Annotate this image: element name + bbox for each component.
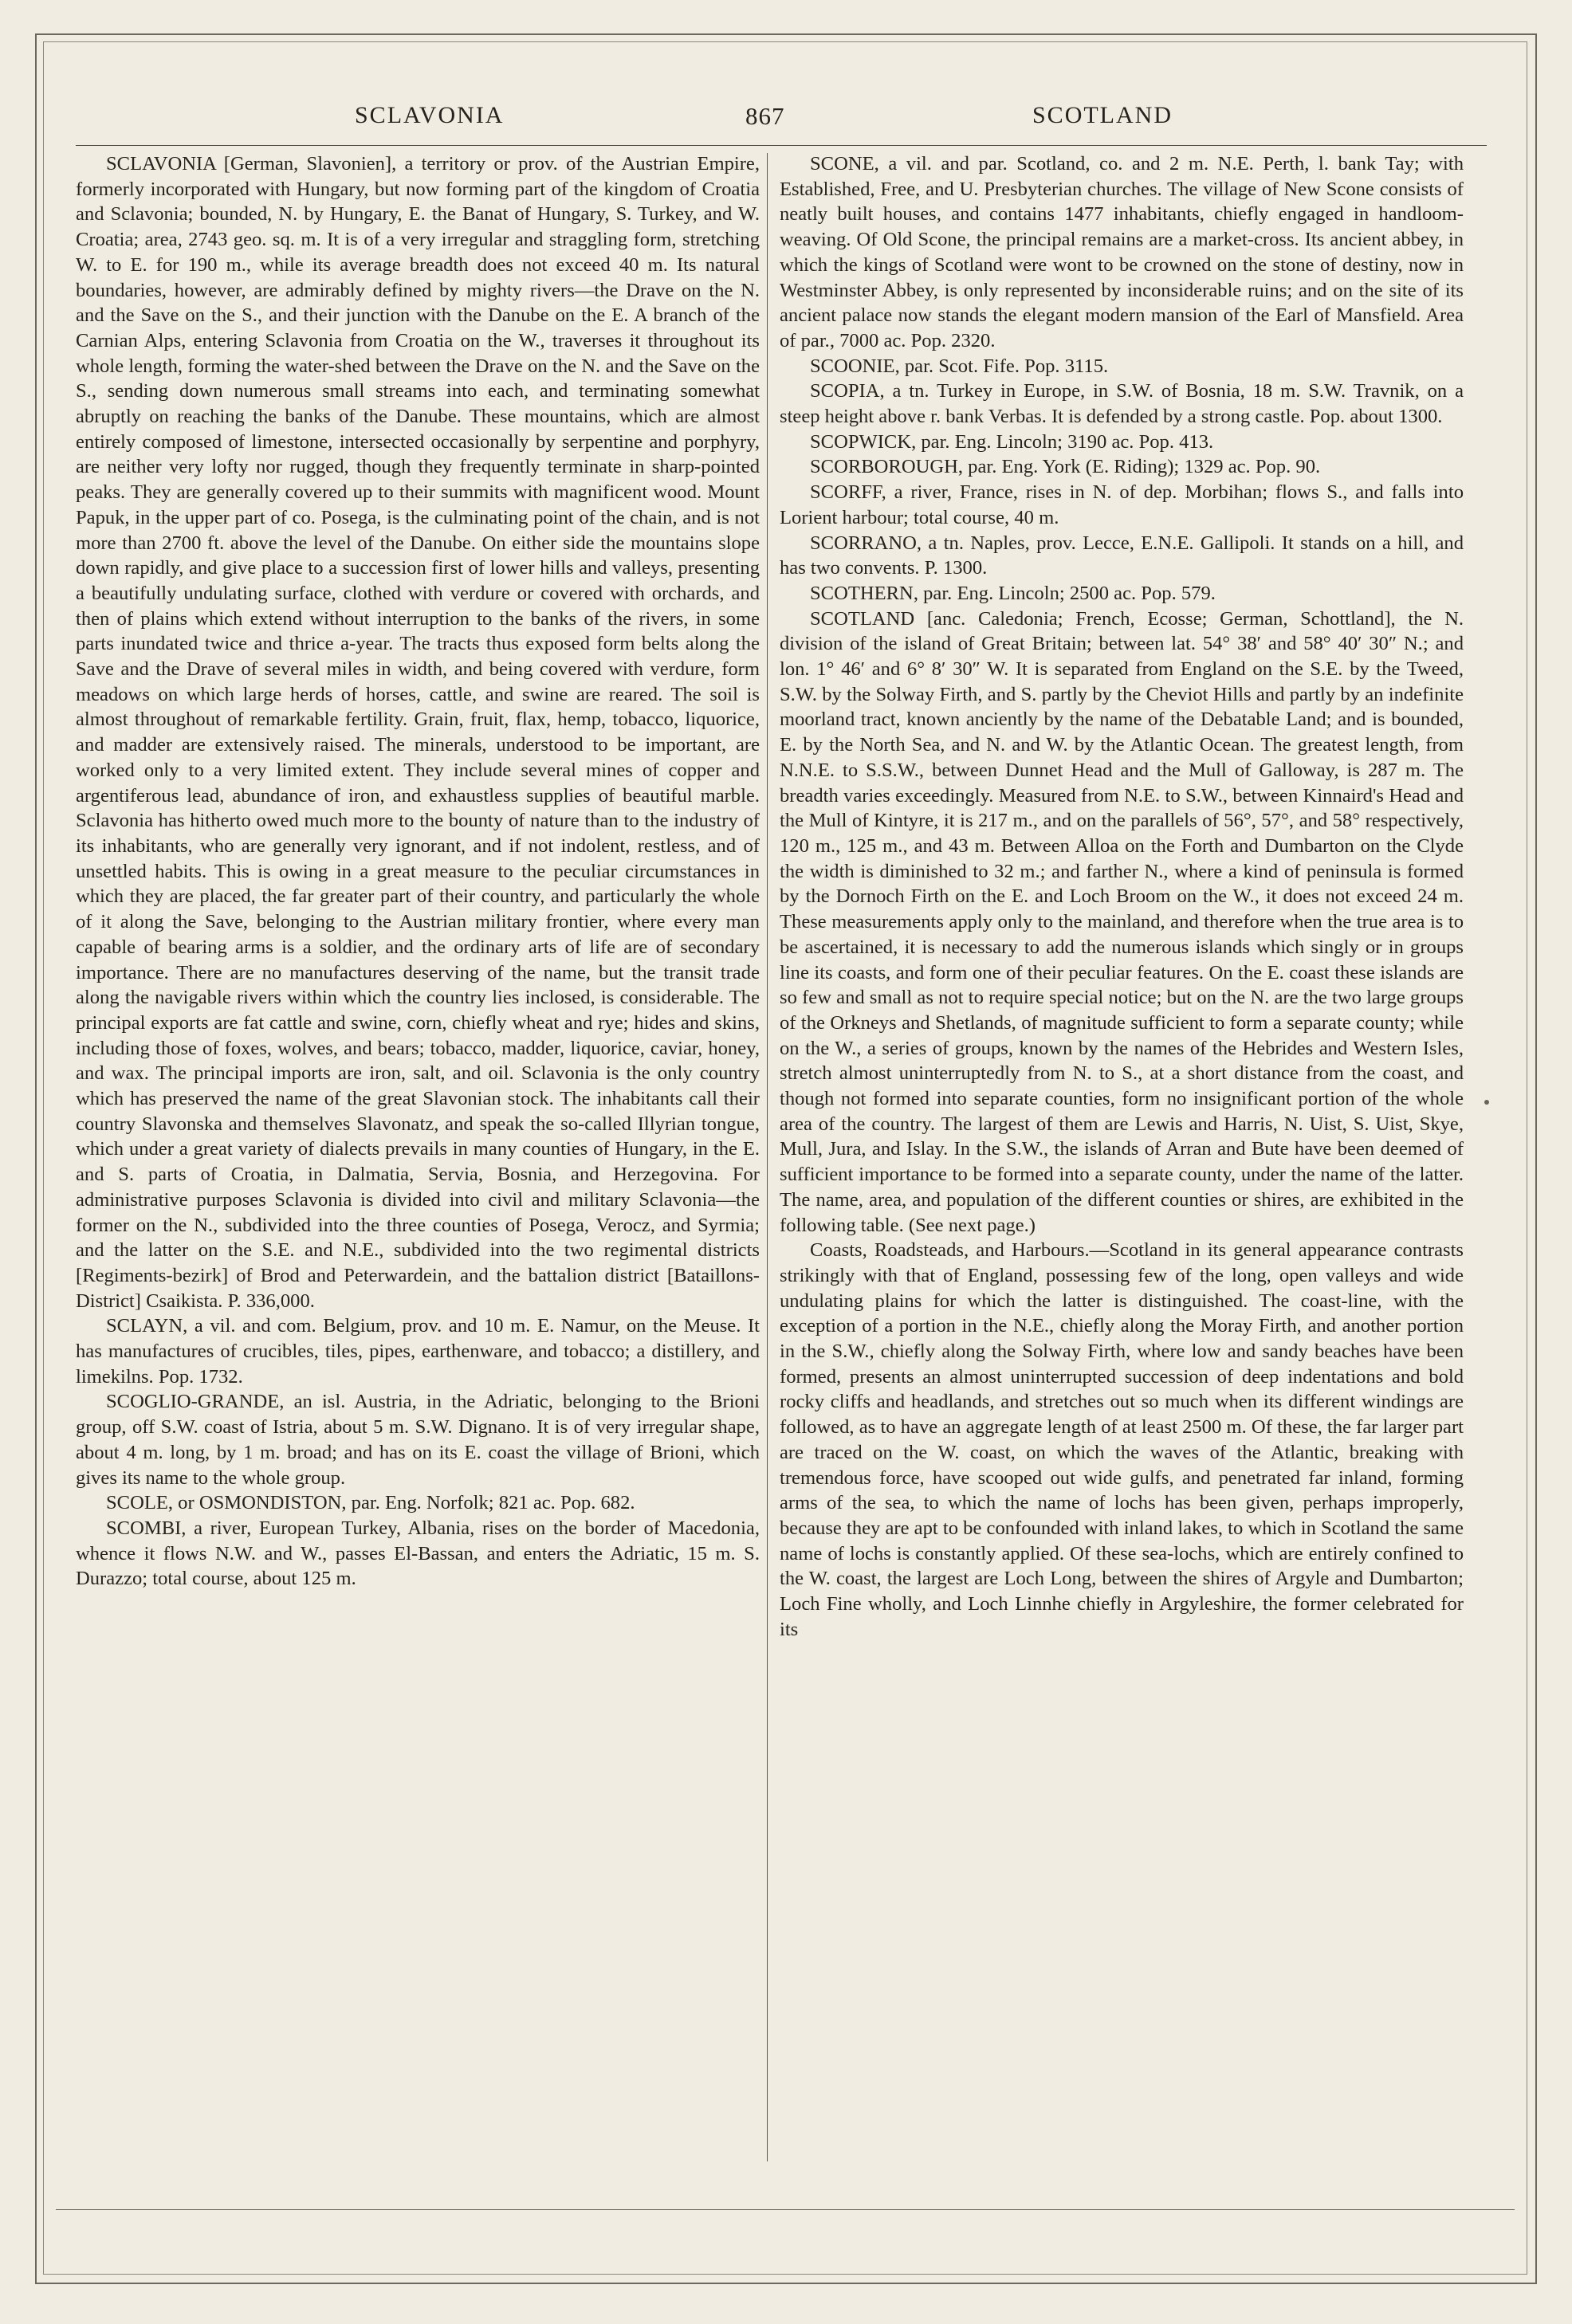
entry-scopwick: SCOPWICK, par. Eng. Lincoln; 3190 ac. Pop. 413.	[810, 430, 1214, 453]
entry-scombi: SCOMBI, a river, European Turkey, Albania, rises on the border of Macedonia, whence it flows N.W. and W., passes El-Bassan, and enters the Adriatic, 15 m. S. Durazzo; total course, about 125 m.	[76, 1517, 760, 1590]
running-head	[76, 102, 1487, 140]
footer-rule	[56, 2209, 1515, 2210]
entry-scone: SCONE, a vil. and par. Scotland, co. and 2 m. N.E. Perth, l. bank Tay; with Established, Free, and U. Presbyterian churches. The village of New Scone consists of neatly built houses, and contains 1477 inhabitants, chiefly engaged in handloom-weaving. Of Old Scone, the principal remains are a market-cross. Its ancient abbey, in which the kings of Scotland were wont to be crowned on the stone of destiny, now in Westminster Abbey, is only represented by inconsiderable ruins; and on the site of its ancient palace now stands the elegant modern mansion of the Earl of Mansfield. Area of par., 7000 ac. Pop. 2320.	[780, 153, 1464, 351]
running-head-right: SCOTLAND	[1032, 102, 1173, 128]
entry-sclavonia: SCLAVONIA [German, Slavonien], a territory or prov. of the Austrian Empire, formerly incorporated with Hungary, but now forming part of the kingdom of Croatia and Sclavonia; bounded, N. by Hungary, E. the Banat of Hungary, S. Turkey, and W. Croatia; area, 2743 geo. sq. m. It is of a very irregular and straggling form, stretching W. to E. for 190 m., while its average breadth does not exceed 40 m. Its natural boundaries, however, are admirably defined by mighty rivers—the Drave on the N. and the Save on the S., and their junction with the Danube on the E. A branch of the Carnian Alps, entering Sclavonia from Croatia on the W., traverses it throughout its whole length, forming the water-shed between the Drave on the N. and the Save on the S., sending down numerous small streams into each, and terminating somewhat abruptly on reaching the banks of the Danube. These mountains, which are almost entirely composed of limestone, intersected occasionally by serpentine and porphyry, are neither very lofty nor rugged, though they frequently terminate in sharp-pointed peaks. They are generally covered up to their summits with magnificent wood. Mount Papuk, in the upper part of co. Posega, is the culminating point of the chain, and is not more than 2700 ft. above the level of the Danube. On either side the mountains slope down rapidly, and give place to a succession first of lower hills and valleys, presenting a beautifully undulating surface, clothed with verdure or covered with orchards, and then of plains which extend without interruption to the banks of the rivers, in some parts inundated twice and thrice a-year. The tracts thus exposed form belts along the Save and the Drave of several miles in width, and being covered with verdure, form meadows on which large herds of horses, cattle, and swine are reared. The soil is almost throughout of remarkable fertility. Grain, fruit, flax, hemp, tobacco, liquorice, and madder are extensively raised. The minerals, understood to be important, are worked only to a very limited extent. They include several mines of copper and argentiferous lead, abundance of iron, and exhaustless supplies of beautiful marble. Sclavonia has hitherto owed much more to the bounty of nature than to the industry of its inhabitants, who are generally very ignorant, and if not indolent, restless, and of unsettled habits. This is owing in a great measure to the peculiar circumstances in which they are placed, the far greater part of their country, and particularly the whole of it along the Save, belonging to the Austrian military frontier, where every man capable of bearing arms is a soldier, and the ordinary arts of life are of secondary importance. There are no manufactures deserving of the name, but the transit trade along the navigable rivers within which the country lies inclosed, is considerable. The principal exports are fat cattle and swine, corn, chiefly wheat and rye; hides and skins, including those of foxes, wolves, and bears; tobacco, madder, liquorice, caviar, honey, and wax. The principal imports are iron, salt, and oil. Sclavonia is the only country which has preserved the name of the great Slavonian stock. The inhabitants call their country Slavonska and themselves Slavonatz, and speak the so-called Illyrian tongue, which under a great variety of dialects prevails in many counties of Hungary, in the E. and S. parts of Croatia, in Dalmatia, Servia, Bosnia, and Herzegovina. For administrative purposes Sclavonia is divided into civil and military Sclavonia—the former on the N., subdivided into the three counties of Posega, Verocz, and Syrmia; and the latter on the S.E. and N.E., subdivided into the two regimental districts [Regiments-bezirk] of Brod and Peterwardein, and the battalion district [Bataillons-District] Csaikista. P. 336,000.	[76, 153, 760, 1312]
column-divider	[767, 153, 768, 2161]
header-rule	[76, 145, 1487, 146]
section-coasts-roadsteads-harbours: Coasts, Roadsteads, and Harbours.—Scotland in its general appearance contrasts strikingly with that of England, possessing few of the long, open valleys and wide undulating plains for which the latter is distinguished. The coast-line, with the exception of a portion in the N.E., chiefly along the Moray Firth, and another portion in the S.W., chiefly along the Solway Firth, where low and sandy beaches have been formed, presents an almost uninterrupted succession of deep indentations and bold rocky cliffs and headlands, and stretches out so much when its different windings are followed, as to have an aggregate length of at least 2500 m. Of these, the far larger part are traced on the W. coast, on which the waves of the Atlantic, breaking with tremendous force, have scooped out wide gulfs, and penetrated far inland, forming arms of the sea, to which the name of lochs has been given, perhaps improperly, because they are apt to be confounded with inland lakes, to which in Scotland the same name of lochs is constantly applied. Of these sea-lochs, which are entirely confined to the W. coast, the largest are Loch Long, between the shires of Argyle and Dumbarton; Loch Fine wholly, and Loch Linnhe chiefly in Argyleshire, the former celebrated for its	[780, 1239, 1464, 1640]
entry-scorff: SCORFF, a river, France, rises in N. of dep. Morbihan; flows S., and falls into Lorient harbour; total course, 40 m.	[780, 481, 1464, 528]
entry-scopia: SCOPIA, a tn. Turkey in Europe, in S.W. of Bosnia, 18 m. S.W. Travnik, on a steep height above r. bank Verbas. It is defended by a strong castle. Pop. about 1300.	[780, 380, 1464, 428]
left-column	[76, 151, 760, 1592]
entry-scorrano: SCORRANO, a tn. Naples, prov. Lecce, E.N.E. Gallipoli. It stands on a hill, and has two convents. P. 1300.	[780, 532, 1464, 579]
entry-scotland: SCOTLAND [anc. Caledonia; French, Ecosse; German, Schottland], the N. division of the island of Great Britain; between lat. 54° 38′ and 58° 40′ 30″ N.; and lon. 1° 46′ and 6° 8′ 30″ W. It is separated from England on the S.E. by the Tweed, S.W. by the Solway Firth, and S. partly by the Cheviot Hills and partly by an indefinite moorland tract, known anciently by the name of the Debatable Land; and is bounded, E. by the North Sea, and N. and W. by the Atlantic Ocean. The greatest length, from N.N.E. to S.S.W., between Dunnet Head and the Mull of Galloway, is 287 m. The breadth varies exceedingly. Measured from N.E. to S.W., between Kinnaird's Head and the Mull of Kintyre, it is 217 m., and on the parallels of 56°, 57°, and 58° respectively, 120 m., 125 m., and 43 m. Between Alloa on the Forth and Dumbarton on the Clyde the width is diminished to 32 m.; and farther N., where a kind of peninsula is formed by the Dornoch Firth on the E. and Loch Broom on the W., it does not exceed 24 m. These measurements apply only to the mainland, and therefore when the true area is to be ascertained, it is necessary to add the numerous islands which singly or in groups line its coasts, and form one of their peculiar features. On the E. coast these islands are so few and small as not to require special notice; but on the N. are the two large groups of the Orkneys and Shetlands, of magnitude sufficient to form a separate county; while on the W., a series of groups, known by the names of the Hebrides and Western Isles, stretch almost uninterruptedly from N. to S., at a short distance from the coast, and though not formed into separate counties, form no insignificant portion of the whole area of the country. The largest of them are Lewis and Harris, N. Uist, S. Uist, Skye, Mull, Jura, and Islay. In the S.W., the islands of Arran and Bute have been deemed of sufficient importance to be formed into a separate county, under the name of the latter. The name, area, and population of the different counties or shires, are exhibited in the following table. (See next page.)	[780, 607, 1464, 1236]
page-number: 867	[745, 102, 785, 130]
entry-scothern: SCOTHERN, par. Eng. Lincoln; 2500 ac. Pop. 579.	[810, 582, 1216, 604]
right-column	[780, 151, 1464, 1642]
entry-scorborough: SCORBOROUGH, par. Eng. York (E. Riding); 1329 ac. Pop. 90.	[810, 456, 1321, 478]
entry-scoonie: SCOONIE, par. Scot. Fife. Pop. 3115.	[810, 355, 1109, 377]
margin-mark	[1484, 1100, 1489, 1105]
entry-scoglio-grande: SCOGLIO-GRANDE, an isl. Austria, in the Adriatic, belonging to the Brioni group, off S.W. coast of Istria, about 5 m. S.W. Dignano. It is of very irregular shape, about 4 m. long, by 1 m. broad; and has on its E. coast the village of Brioni, which gives its name to the whole group.	[76, 1391, 760, 1489]
entry-sclayn: SCLAYN, a vil. and com. Belgium, prov. and 10 m. E. Namur, on the Meuse. It has manufactures of crucibles, tiles, pipes, earthenware, and tobacco; a distillery, and limekilns. Pop. 1732.	[76, 1315, 760, 1388]
entry-scole: SCOLE, or OSMONDISTON, par. Eng. Norfolk; 821 ac. Pop. 682.	[106, 1492, 635, 1514]
running-head-left: SCLAVONIA	[355, 102, 505, 128]
